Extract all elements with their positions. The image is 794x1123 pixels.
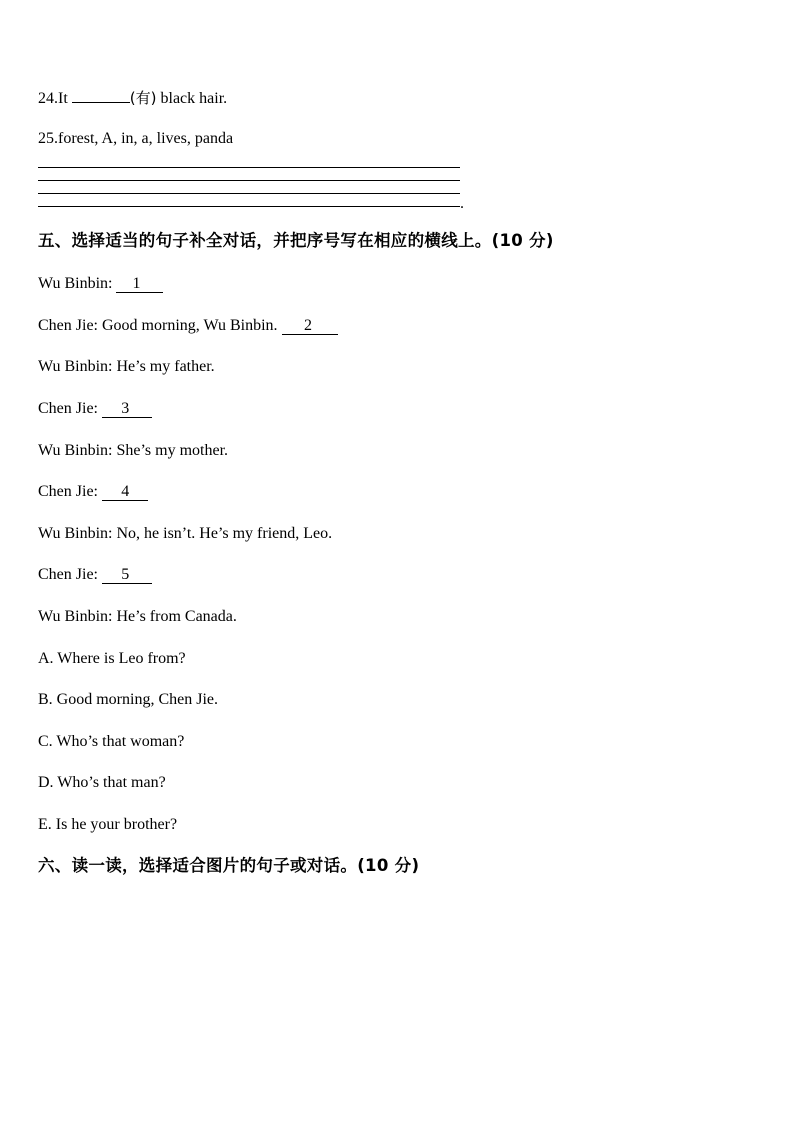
option-a: A. Where is Leo from? — [38, 650, 186, 667]
dialogue-answer-blank-1[interactable] — [116, 276, 162, 293]
q25-answer-line-3[interactable] — [38, 193, 460, 194]
blank-number: 3 — [121, 400, 130, 417]
blank-number: 4 — [121, 483, 130, 500]
dialogue-speaker: Chen Jie: — [38, 483, 98, 500]
question-25 — [38, 129, 233, 149]
dialogue-speaker: Wu Binbin: — [38, 442, 113, 459]
dialogue-answer-blank-5[interactable] — [102, 567, 152, 584]
question-24 — [38, 87, 227, 109]
dialogue-line-2 — [38, 316, 338, 336]
dialogue-line-6 — [38, 482, 148, 502]
dialogue-line-5 — [38, 441, 228, 461]
q25-answer-line-2[interactable] — [38, 180, 460, 181]
option-c: C. Who’s that woman? — [38, 733, 185, 750]
q24-suffix: black hair. — [156, 90, 228, 107]
q24-hint: (有) — [129, 89, 157, 107]
blank-number: 2 — [303, 317, 312, 334]
dialogue-speaker: Chen Jie: — [38, 317, 98, 334]
dialogue-answer-blank-4[interactable] — [102, 484, 148, 501]
blank-number: 1 — [132, 275, 141, 292]
q25-text: 25.forest, A, in, a, lives, panda — [38, 130, 234, 147]
q25-answer-line-4[interactable] — [38, 206, 460, 207]
dialogue-line-8 — [38, 565, 152, 585]
dialogue-text: She’s my mother. — [116, 442, 229, 459]
dialogue-text: Good morning, Wu Binbin. — [102, 317, 278, 334]
dialogue-speaker: Chen Jie: — [38, 400, 98, 417]
dialogue-speaker: Wu Binbin: — [38, 358, 113, 375]
q24-prefix: 24.It — [38, 90, 72, 107]
dialogue-line-3 — [38, 357, 215, 377]
dialogue-speaker: Chen Jie: — [38, 566, 98, 583]
dialogue-speaker: Wu Binbin: — [38, 525, 113, 542]
dialogue-text: He’s my father. — [116, 358, 215, 375]
dialogue-speaker: Wu Binbin: — [38, 275, 113, 292]
dialogue-line-9 — [38, 607, 237, 627]
section-5-heading: 五、选择适当的句子补全对话，并把序号写在相应的横线上。(10 分) — [38, 231, 554, 250]
dialogue-line-1 — [38, 274, 163, 294]
q25-answer-line-1[interactable] — [38, 167, 460, 168]
dialogue-line-4 — [38, 399, 152, 419]
dialogue-answer-blank-2[interactable] — [282, 318, 338, 335]
option-e: E. Is he your brother? — [38, 816, 178, 833]
dialogue-text: He’s from Canada. — [116, 608, 237, 625]
option-b: B. Good morning, Chen Jie. — [38, 691, 218, 708]
blank-number: 5 — [121, 566, 130, 583]
dialogue-speaker: Wu Binbin: — [38, 608, 113, 625]
q25-end-mark: . — [460, 195, 464, 212]
dialogue-line-7 — [38, 524, 332, 544]
section-6-heading: 六、读一读，选择适合图片的句子或对话。(10 分) — [38, 856, 420, 875]
dialogue-answer-blank-3[interactable] — [102, 401, 152, 418]
option-d: D. Who’s that man? — [38, 774, 166, 791]
dialogue-text: No, he isn’t. He’s my friend, Leo. — [116, 525, 333, 542]
q24-answer-blank[interactable] — [72, 87, 130, 103]
